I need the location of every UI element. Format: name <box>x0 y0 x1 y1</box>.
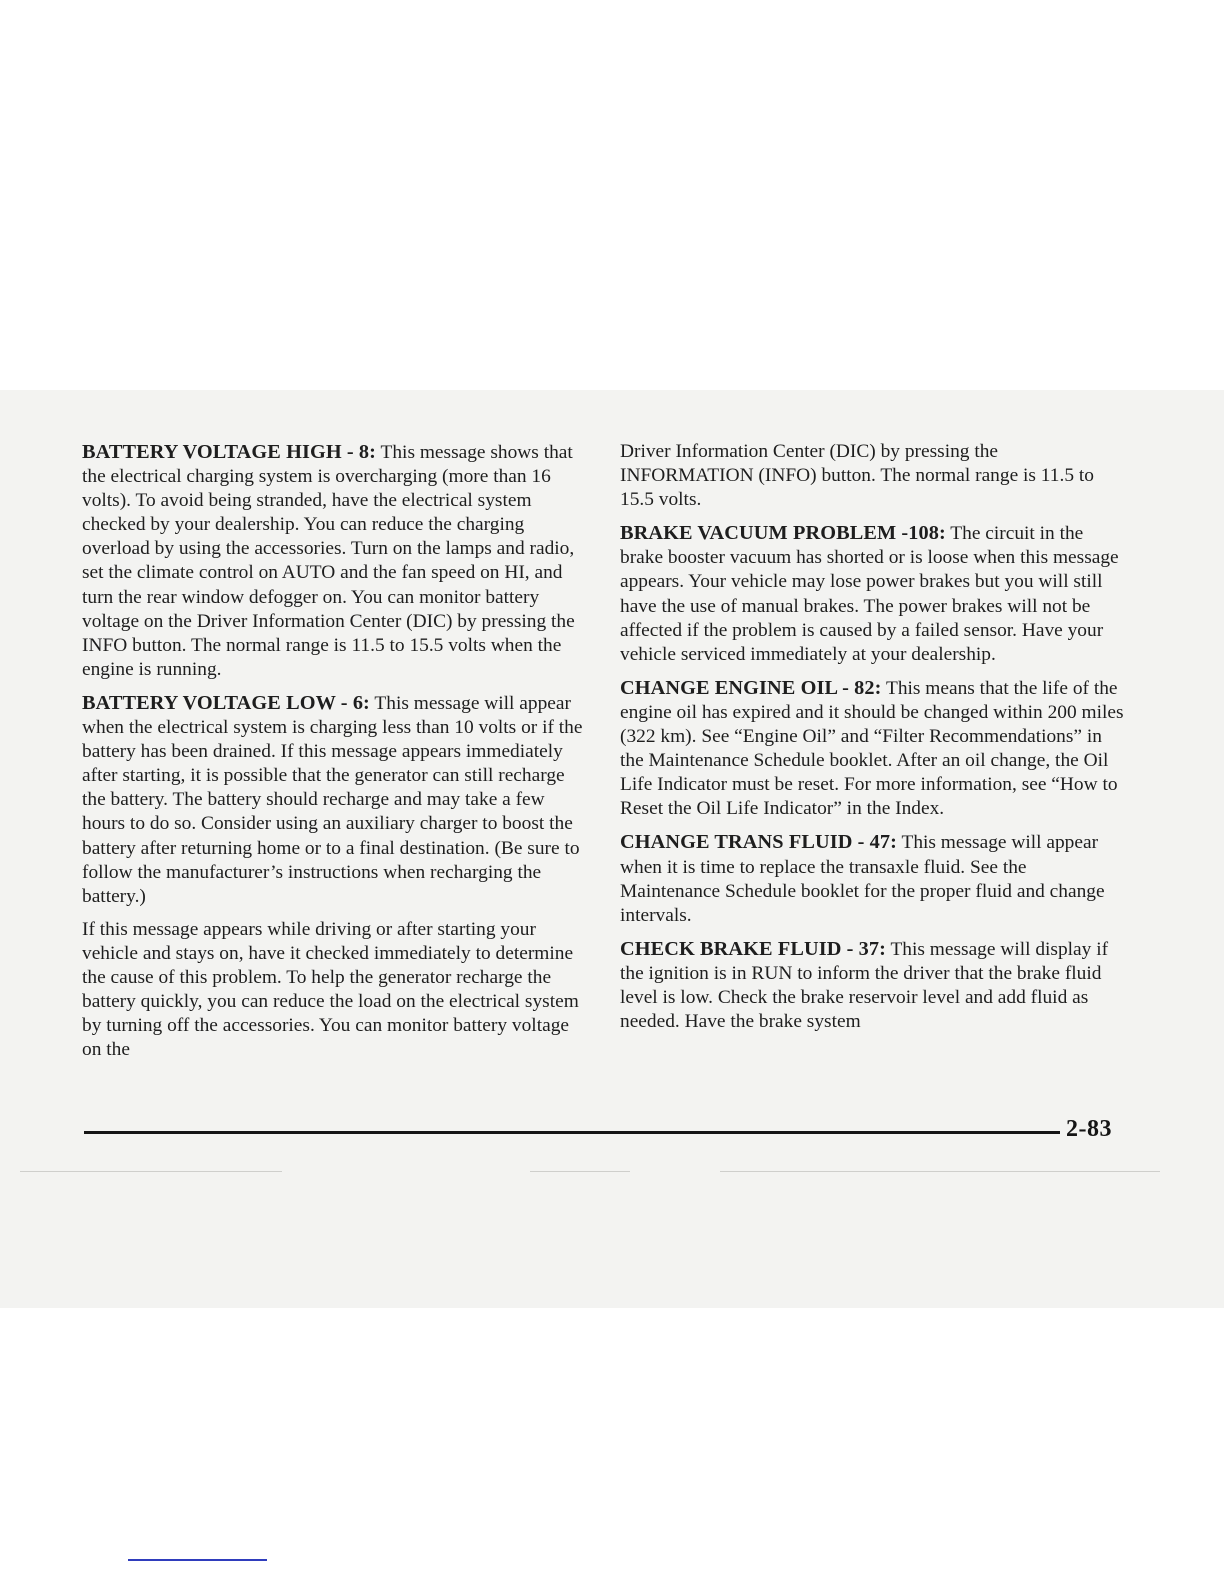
paragraph-battery-voltage-low <box>82 691 584 909</box>
scan-artifact-line <box>720 1171 1160 1172</box>
body-battery-voltage-low: This message will appear when the electrical system is charging less than 10 volts or if the battery has been drained. If this message appears immediately after starting, it is possible that the generator can still recharge the battery. The battery should recharge and may take a few hours to do so. Consider using an auxiliary charger to boost the battery after returning home or to a final destination. (Be sure to follow the manufacturer’s instructions when recharging the battery.) <box>82 692 583 907</box>
scan-artifact-line <box>20 1171 282 1172</box>
body-change-engine-oil: This means that the life of the engine oil has expired and it should be changed within 200 miles (322 km). See “Engine Oil” and “Filter Recommendations” in the Maintenance Schedule booklet. After an oil change, the Oil Life Indicator must be reset. For more information, see “How to Reset the Oil Life Indicator” in the Index. <box>620 677 1124 820</box>
heading-brake-vacuum-problem: BRAKE VACUUM PROBLEM -108: <box>620 522 946 545</box>
page-number: 2-83 <box>1066 1116 1112 1142</box>
right-column <box>620 440 1126 1043</box>
left-column <box>82 440 584 1071</box>
body-battery-voltage-high: This message shows that the electrical charging system is overcharging (more than 16 volts). To avoid being stranded, have the electrical system checked by your dealership. You can reduce the charging overload by using the accessories. Turn on the lamps and radio, set the climate control on AUTO and the fan speed on HI, and turn the rear window defogger on. You can monitor battery voltage on the Driver Information Center (DIC) by pressing the INFO button. The normal range is 11.5 to 15.5 volts when the engine is running. <box>82 442 575 680</box>
body-driving-message: If this message appears while driving or after starting your vehicle and stays on, have it checked immediately to determine the cause of this problem. To help the generator recharge the battery quickly, you can reduce the load on the electrical system by turning off the accessories. You can monitor battery voltage on the <box>82 918 579 1061</box>
paragraph-brake-vacuum-problem <box>620 521 1126 667</box>
heading-battery-voltage-low: BATTERY VOLTAGE LOW - 6: <box>82 691 370 714</box>
heading-check-brake-fluid: CHECK BRAKE FLUID - 37: <box>620 937 886 960</box>
paragraph-driving-message <box>82 918 584 1063</box>
heading-battery-voltage-high: BATTERY VOLTAGE HIGH - 8: <box>82 441 377 463</box>
body-dic-continuation: Driver Information Center (DIC) by pressing the INFORMATION (INFO) button. The normal range is 11.5 to 15.5 volts. <box>620 441 1094 511</box>
paragraph-battery-voltage-high <box>82 440 584 682</box>
body-brake-vacuum-problem: The circuit in the brake booster vacuum has shorted or is loose when this message appears. Your vehicle may lose power brakes but you will still have the use of manual brakes. The power brakes will not be affected if the problem is caused by a failed sensor. Have your vehicle serviced immediately at your dealership. <box>620 523 1119 665</box>
scan-artifact-line <box>530 1171 630 1172</box>
paragraph-check-brake-fluid <box>620 937 1126 1034</box>
paragraph-change-trans-fluid <box>620 830 1126 927</box>
link-underline <box>128 1559 267 1561</box>
heading-change-engine-oil: CHANGE ENGINE OIL - 82: <box>620 676 882 699</box>
paragraph-dic-continuation <box>620 440 1126 512</box>
heading-change-trans-fluid: CHANGE TRANS FLUID - 47: <box>620 831 897 854</box>
body-check-brake-fluid: This message will display if the ignition is in RUN to inform the driver that the brake fluid level is low. Check the brake reservoir level and add fluid as needed. Have the brake system <box>620 938 1109 1033</box>
body-change-trans-fluid: This message will appear when it is time to replace the transaxle fluid. See the Maintenance Schedule booklet for the proper fluid and change intervals. <box>620 832 1105 926</box>
footer-rule <box>84 1131 1060 1134</box>
paragraph-change-engine-oil <box>620 676 1126 822</box>
